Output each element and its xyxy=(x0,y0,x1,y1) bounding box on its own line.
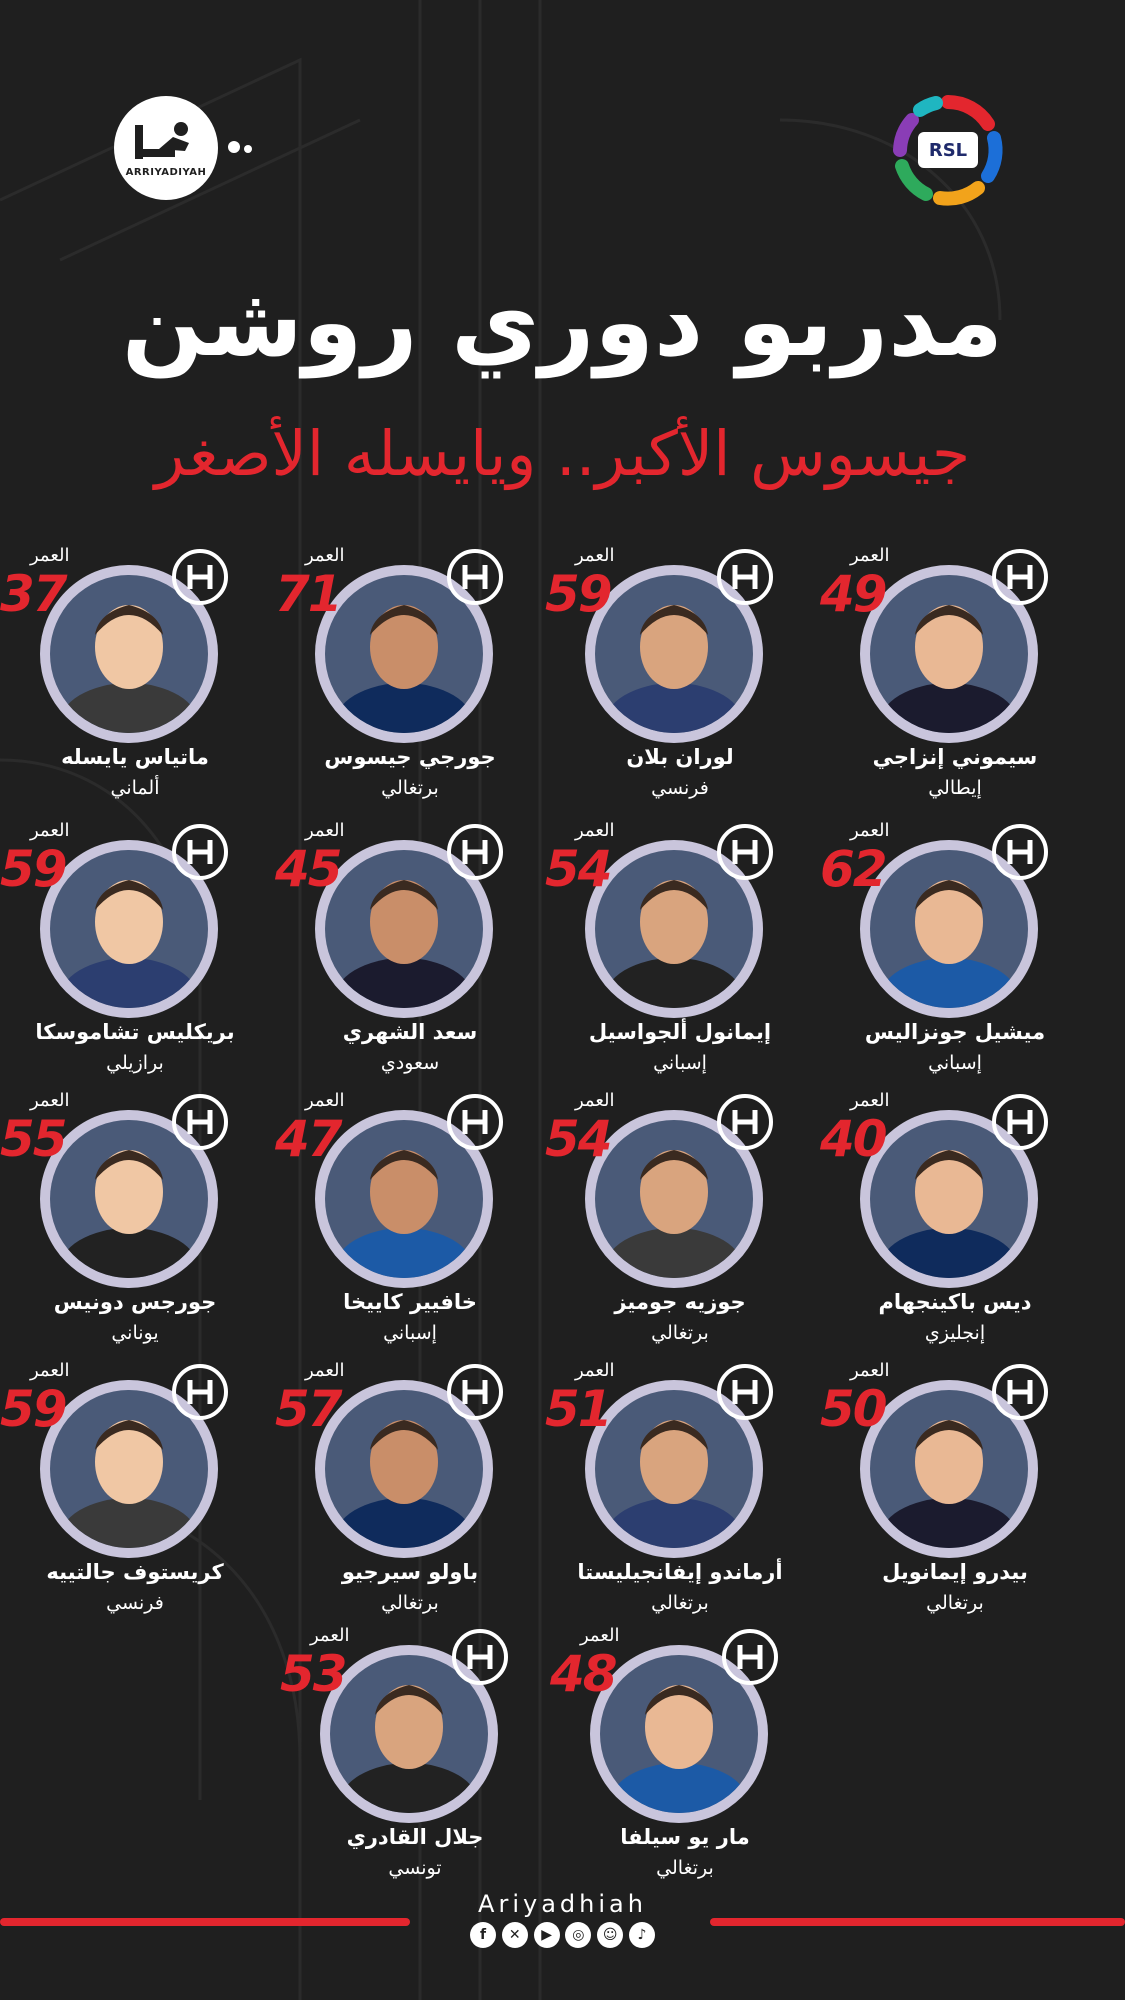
age-label: العمر xyxy=(850,1090,890,1111)
coach-nationality: فرنسي xyxy=(651,777,709,799)
al-ahli-logo xyxy=(168,545,232,609)
age-label: العمر xyxy=(850,1360,890,1381)
age-label: العمر xyxy=(305,1090,345,1111)
al-fateh-logo xyxy=(713,1090,777,1154)
coach-card xyxy=(550,1625,810,1879)
logo-text: ARRIYADIYAH xyxy=(125,166,207,178)
damac-logo xyxy=(713,1360,777,1424)
coach-age: 37 xyxy=(0,565,66,623)
coach-card xyxy=(820,1360,1080,1614)
age-label: العمر xyxy=(305,820,345,841)
age-label: العمر xyxy=(575,1360,615,1381)
coach-card xyxy=(820,545,1080,799)
coach-card xyxy=(0,1360,260,1614)
coach-name: مار يو سيلفا xyxy=(620,1825,750,1849)
youtube-icon[interactable]: ▶ xyxy=(534,1922,560,1948)
coach-card xyxy=(275,1090,535,1344)
coach-age: 48 xyxy=(550,1645,616,1703)
coach-card xyxy=(545,1360,805,1614)
coach-age: 59 xyxy=(0,840,66,898)
al-kholood-logo xyxy=(988,1090,1052,1154)
al-hazem-logo xyxy=(988,820,1052,884)
coach-age: 57 xyxy=(275,1380,341,1438)
al-okhdood-logo xyxy=(443,1360,507,1424)
coach-age: 40 xyxy=(820,1110,886,1168)
age-label: العمر xyxy=(575,545,615,566)
coach-name: جورجس دونيس xyxy=(53,1290,217,1314)
al-ittihad-logo xyxy=(713,545,777,609)
ariyadiyah-logo xyxy=(114,96,218,200)
coach-nationality: فرنسي xyxy=(106,1592,164,1614)
al-taawoun-logo xyxy=(168,820,232,884)
coach-nationality: برتغالي xyxy=(651,1322,709,1344)
age-label: العمر xyxy=(580,1625,620,1646)
coach-card xyxy=(275,820,535,1074)
coach-card xyxy=(545,820,805,1074)
footer-line-left xyxy=(0,1918,410,1926)
coach-card xyxy=(545,545,805,799)
coach-card xyxy=(820,820,1080,1074)
coach-name: سيموني إنزاجي xyxy=(872,745,1038,769)
coach-age: 49 xyxy=(820,565,886,623)
facebook-icon[interactable]: f xyxy=(470,1922,496,1948)
al-fayha-logo xyxy=(988,1360,1052,1424)
coach-age: 45 xyxy=(275,840,341,898)
coach-name: خافيير كاييخا xyxy=(343,1290,477,1314)
coach-name: بريكليس تشاموسكا xyxy=(35,1020,235,1044)
coach-card xyxy=(0,820,260,1074)
coach-nationality: برتغالي xyxy=(926,1592,984,1614)
al-shabab-stripes-logo xyxy=(443,1090,507,1154)
footer-line-right xyxy=(710,1918,1125,1926)
coach-name: إيمانول ألجواسيل xyxy=(588,1020,772,1044)
coach-card xyxy=(0,545,260,799)
rsl-logo xyxy=(890,92,1006,208)
coach-age: 54 xyxy=(545,840,611,898)
age-label: العمر xyxy=(30,545,70,566)
coach-age: 55 xyxy=(0,1110,66,1168)
coach-name: ديس باكينجهام xyxy=(878,1290,1032,1314)
al-ettifaq-logo xyxy=(443,820,507,884)
coach-age: 54 xyxy=(545,1110,611,1168)
instagram-icon[interactable]: ◎ xyxy=(565,1922,591,1948)
age-label: العمر xyxy=(30,1360,70,1381)
coach-name: سعد الشهري xyxy=(342,1020,478,1044)
tiktok-icon[interactable]: ♪ xyxy=(629,1922,655,1948)
coach-card xyxy=(275,1360,535,1614)
coach-name: ميشيل جونزاليس xyxy=(864,1020,1046,1044)
al-najma-logo xyxy=(718,1625,782,1689)
coach-card xyxy=(280,1625,540,1879)
coach-nationality: إسباني xyxy=(653,1052,707,1074)
al-hazm-logo xyxy=(448,1625,512,1689)
al-khaleej-logo xyxy=(168,1090,232,1154)
coach-nationality: سعودي xyxy=(380,1052,440,1074)
x-icon[interactable]: ✕ xyxy=(502,1922,528,1948)
coach-card xyxy=(820,1090,1080,1344)
coach-age: 59 xyxy=(0,1380,66,1438)
age-label: العمر xyxy=(305,545,345,566)
age-label: العمر xyxy=(30,1090,70,1111)
coach-card xyxy=(0,1090,260,1344)
coach-nationality: برتغالي xyxy=(381,1592,439,1614)
page-title: مدربو دوري روشن xyxy=(121,266,1004,378)
coach-name: لوران بلان xyxy=(626,745,734,769)
al-nassr-logo xyxy=(443,545,507,609)
coach-nationality: إنجليزي xyxy=(924,1322,986,1344)
coach-age: 62 xyxy=(820,840,886,898)
coach-nationality: إسباني xyxy=(383,1322,437,1344)
coach-name: ماتياس يايسله xyxy=(61,745,209,769)
coach-nationality: إيطالي xyxy=(928,777,982,799)
age-label: العمر xyxy=(310,1625,350,1646)
coach-nationality: برازيلي xyxy=(106,1052,164,1074)
coach-nationality: برتغالي xyxy=(381,777,439,799)
coach-age: 51 xyxy=(545,1380,611,1438)
coach-nationality: إسباني xyxy=(928,1052,982,1074)
coach-nationality: تونسي xyxy=(388,1857,442,1879)
coach-age: 71 xyxy=(275,565,341,623)
social-icons xyxy=(470,1922,655,1948)
neom-logo xyxy=(168,1360,232,1424)
coach-age: 59 xyxy=(545,565,611,623)
coach-nationality: برتغالي xyxy=(656,1857,714,1879)
coach-name: كريستوف جالتييه xyxy=(46,1560,224,1584)
coach-card xyxy=(545,1090,805,1344)
coach-age: 50 xyxy=(820,1380,886,1438)
age-label: العمر xyxy=(575,820,615,841)
al-shabab-logo xyxy=(713,820,777,884)
coach-name: جورجي جيسوس xyxy=(324,745,496,769)
coach-nationality: يوناني xyxy=(111,1322,159,1344)
rsl-text: RSL xyxy=(918,132,978,168)
page-subtitle: جيسوس الأكبر.. ويايسله الأصغر xyxy=(154,417,971,490)
coach-name: أرماندو إيفانجيليستا xyxy=(577,1560,783,1584)
coach-age: 53 xyxy=(280,1645,346,1703)
reading-person-icon xyxy=(133,119,199,163)
coach-name: بيدرو إيمانويل xyxy=(882,1560,1028,1584)
coach-card xyxy=(275,545,535,799)
snapchat-icon[interactable]: ☺ xyxy=(597,1922,623,1948)
coach-nationality: برتغالي xyxy=(651,1592,709,1614)
age-label: العمر xyxy=(30,820,70,841)
age-label: العمر xyxy=(305,1360,345,1381)
coach-name: باولو سيرجيو xyxy=(341,1560,479,1584)
age-label: العمر xyxy=(575,1090,615,1111)
age-label: العمر xyxy=(850,545,890,566)
coach-age: 47 xyxy=(275,1110,341,1168)
footer-brand: Ariyadhiah xyxy=(478,1890,647,1918)
al-hilal-logo xyxy=(988,545,1052,609)
logo-dots xyxy=(228,138,256,157)
coach-name: جوزيه جوميز xyxy=(614,1290,746,1314)
age-label: العمر xyxy=(850,820,890,841)
coach-name: جلال القادري xyxy=(346,1825,484,1849)
coach-nationality: ألماني xyxy=(110,777,160,799)
